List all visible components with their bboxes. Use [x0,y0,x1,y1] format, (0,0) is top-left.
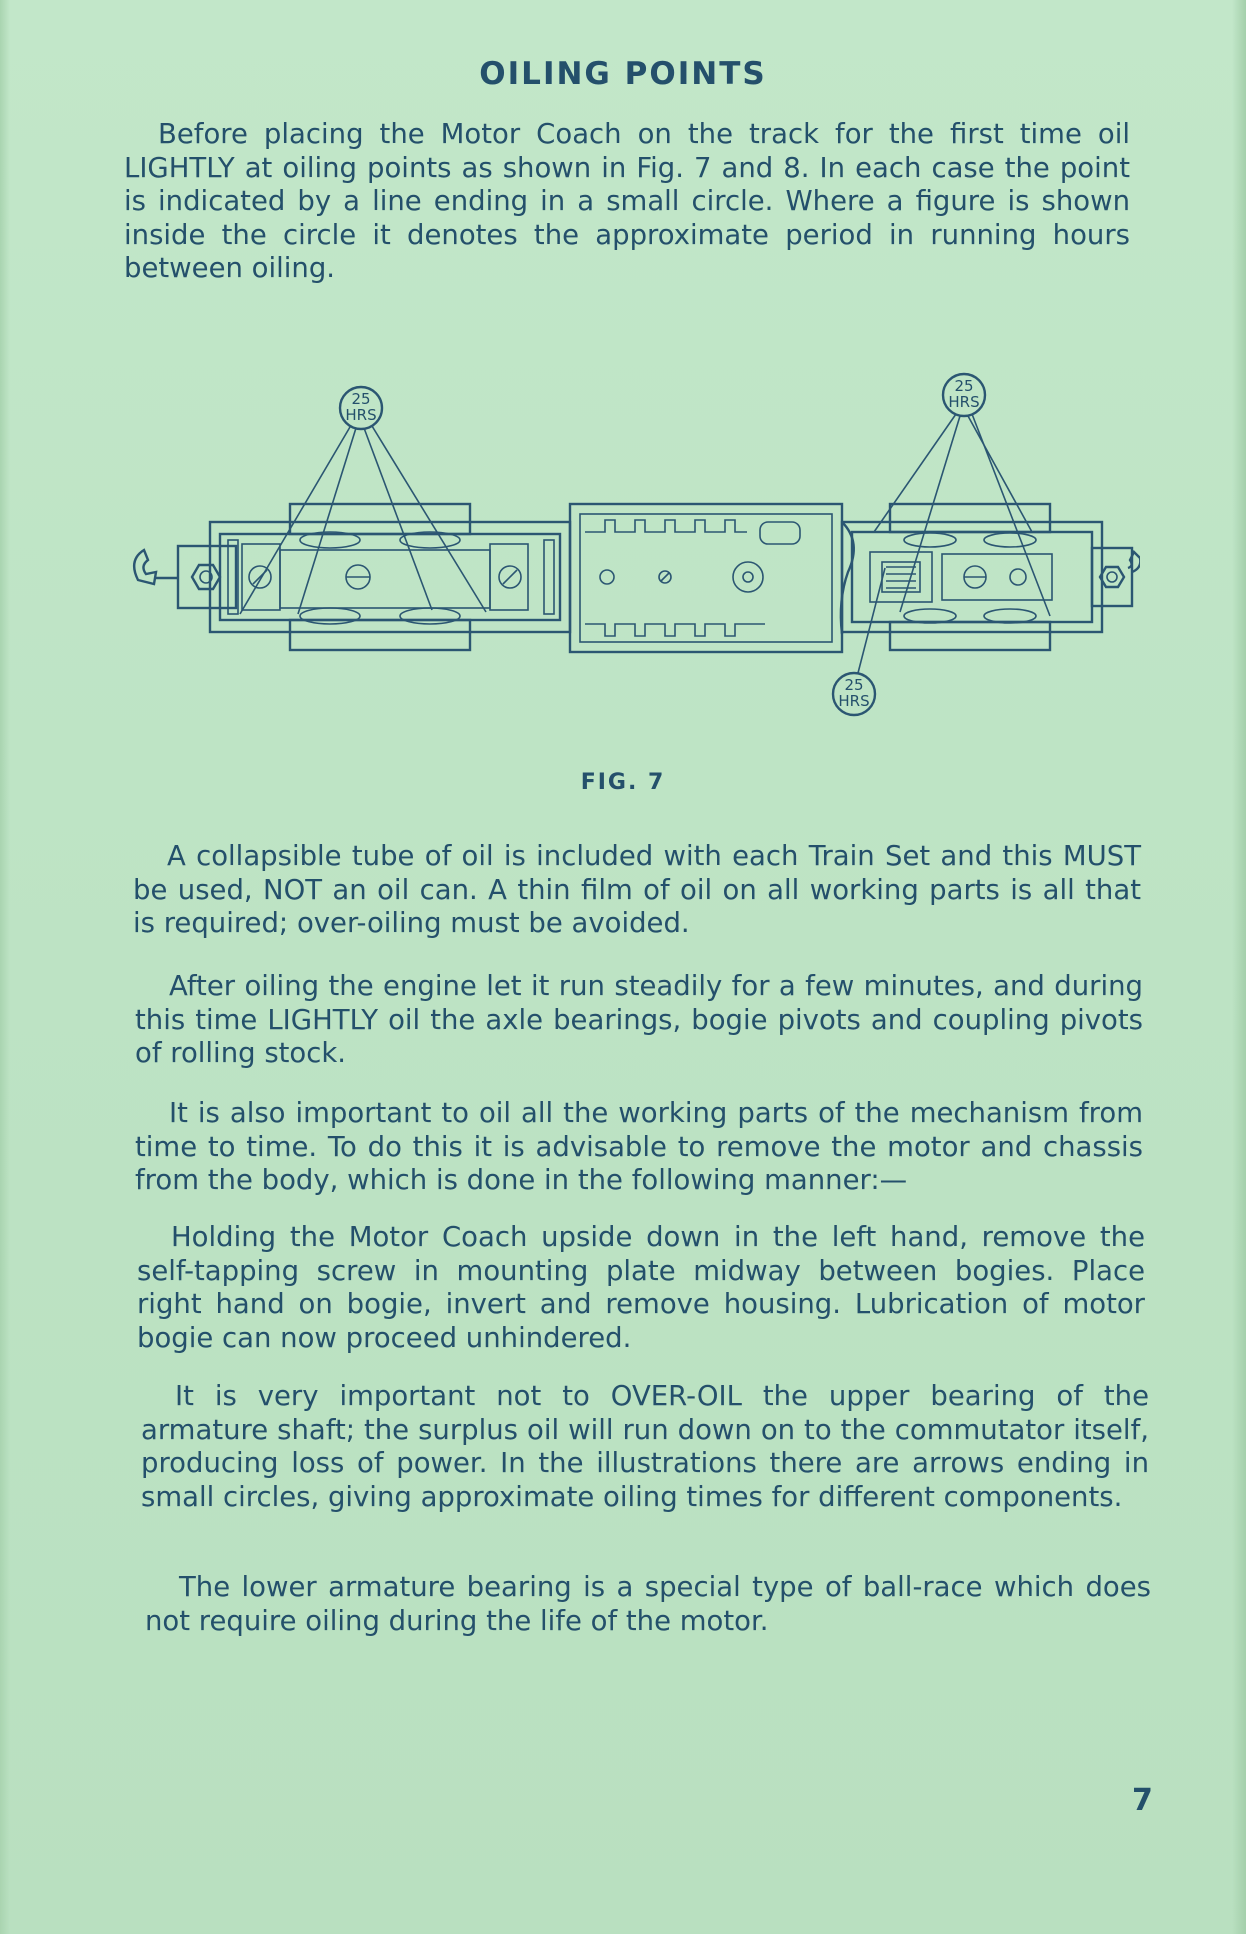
left-bogie [178,504,570,650]
paragraph [135,1097,1143,1198]
page-edge-shadow-right [1232,0,1246,1934]
paragraph [133,840,1141,941]
oil-badge-top-right [943,374,985,416]
badge-unit: HRS [838,692,870,710]
page-title: OILING POINTS [479,56,767,92]
paragraph-text: Holding the Motor Coach upside down in the left hand, remove the self-tapping screw in mounting plate midway between bogies. Place right hand on bogie, invert and remove housing. Lubrication of motor bogie can now proceed unhindered. [137,1221,1145,1354]
paragraph-text: It is also important to oil all the working parts of the mechanism from time to time. To do this it is advisable to remove the motor and chassis from the body, which is done in the following manner:— [135,1097,1143,1196]
oil-badge-top-left [340,387,382,429]
badge-unit: HRS [948,393,980,411]
paragraph-text: It is very important not to OVER-OIL the upper bearing of the armature shaft; the surplus oil will run down on to the commutator itself, producing loss of power. In the illustrations there are arrows ending in small circles, giving approximate oiling times for different components. [141,1380,1149,1513]
oiling-points-diagram [130,372,1140,722]
oil-lines-right [874,414,1050,616]
oil-badge-bottom [833,673,875,715]
badge-unit: HRS [345,406,377,424]
badge-hours: 25 [954,377,974,395]
oil-line-bottom [858,568,885,673]
paragraph [145,1571,1151,1638]
intro-paragraph [124,118,1130,286]
badge-hours: 25 [844,676,864,694]
oil-lines-left [240,426,486,614]
coupling-hook-right [1128,552,1140,572]
intro-text: Before placing the Motor Coach on the track for the first time oil LIGHTLY at oiling points as shown in Fig. 7 and 8. In each case the point is indicated by a line ending in a small circle. Where a figure is shown inside the circle it denotes the approximate period in running hours between oiling. [124,118,1130,284]
paragraph-text: After oiling the engine let it run steadily for a few minutes, and during this time LIGHTLY oil the axle bearings, bogie pivots and coupling pivots of rolling stock. [135,970,1143,1069]
page-edge-shadow-left [0,0,10,1934]
center-housing [570,504,854,652]
paragraph-text: The lower armature bearing is a special type of ball-race which does not require oiling during the life of the motor. [145,1571,1151,1637]
paragraph [141,1380,1149,1514]
paragraph-text: A collapsible tube of oil is included with each Train Set and this MUST be used, NOT an oil can. A thin film of oil on all working parts is all that is required; over-oiling must be avoided. [133,840,1141,939]
paragraph [135,970,1143,1071]
paragraph [137,1221,1145,1355]
coupling-hook-left [134,550,156,584]
page-number: 7 [1132,1783,1153,1818]
figure-caption: FIG. 7 [580,770,666,795]
right-bogie [842,504,1132,650]
badge-hours: 25 [351,390,371,408]
